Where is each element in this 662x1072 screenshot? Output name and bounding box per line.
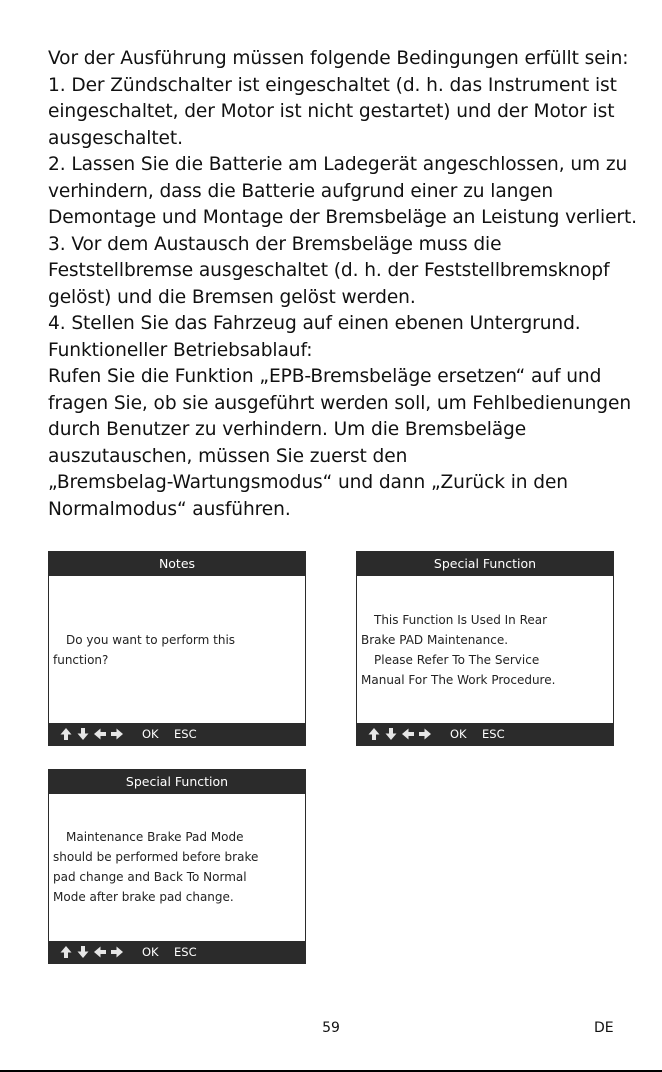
text-line: auszutauschen, müssen Sie zuerst den bbox=[48, 445, 408, 467]
text-line: Demontage und Montage der Bremsbeläge an Leistung verliert. bbox=[48, 207, 637, 228]
screen-message bbox=[53, 827, 301, 907]
text-line: Funktioneller Betriebsablauf: bbox=[48, 339, 313, 361]
arrow-up-icon[interactable] bbox=[367, 727, 381, 741]
text-line: 2. Lassen Sie die Batterie am Ladegerät angeschlossen, um zu bbox=[48, 154, 628, 175]
device-screen-special-function-info bbox=[356, 551, 614, 746]
message-line: Manual For The Work Procedure. bbox=[361, 673, 556, 687]
arrow-right-icon[interactable] bbox=[110, 727, 124, 741]
screen-message bbox=[361, 610, 609, 690]
arrow-left-icon[interactable] bbox=[93, 727, 107, 741]
text-line: Feststellbremse ausgeschaltet (d. h. der Feststellbremsknopf bbox=[48, 260, 610, 281]
text-line: 4. Stellen Sie das Fahrzeug auf einen ebenen Untergrund. bbox=[48, 313, 581, 334]
text-line: „Bremsbelag-Wartungsmodus“ und dann „Zurück in den bbox=[48, 472, 568, 493]
ok-button[interactable]: OK bbox=[142, 727, 159, 741]
message-line: Do you want to perform this bbox=[66, 633, 236, 647]
esc-button[interactable]: ESC bbox=[174, 945, 197, 959]
arrow-keys bbox=[59, 945, 124, 959]
text-line: gelöst) und die Bremsen gelöst werden. bbox=[48, 286, 416, 308]
esc-button[interactable]: ESC bbox=[482, 727, 505, 741]
message-line: Mode after brake pad change. bbox=[53, 890, 234, 904]
text-line: verhindern, dass die Batterie aufgrund einer zu langen bbox=[48, 180, 554, 202]
message-line: function? bbox=[53, 653, 109, 667]
message-line: Brake PAD Maintenance. bbox=[361, 633, 509, 647]
instructions-text bbox=[48, 46, 637, 523]
screen-button-bar bbox=[357, 723, 613, 745]
text-line: 1. Der Zündschalter ist eingeschaltet (d. h. das Instrument ist bbox=[48, 74, 617, 96]
message-line: This Function Is Used In Rear bbox=[374, 613, 548, 627]
text-line: 3. Vor dem Austausch der Bremsbeläge muss die bbox=[48, 233, 502, 255]
screen-button-bar bbox=[49, 941, 305, 963]
arrow-down-icon[interactable] bbox=[76, 727, 90, 741]
arrow-right-icon[interactable] bbox=[418, 727, 432, 741]
arrow-left-icon[interactable] bbox=[93, 945, 107, 959]
text-line: Rufen Sie die Funktion „EPB-Bremsbeläge ersetzen“ auf und bbox=[48, 366, 602, 387]
arrow-keys bbox=[59, 727, 124, 741]
message-line: Please Refer To The Service bbox=[374, 653, 540, 667]
device-screen-notes bbox=[48, 551, 306, 746]
ok-button[interactable]: OK bbox=[142, 945, 159, 959]
arrow-up-icon[interactable] bbox=[59, 945, 73, 959]
arrow-right-icon[interactable] bbox=[110, 945, 124, 959]
text-line: fragen Sie, ob sie ausgeführt werden soll, um Fehlbedienungen bbox=[48, 392, 632, 414]
device-screen-special-function-mode bbox=[48, 769, 306, 964]
text-line: Normalmodus“ ausführen. bbox=[48, 498, 291, 520]
ok-button[interactable]: OK bbox=[450, 727, 467, 741]
esc-button[interactable]: ESC bbox=[174, 727, 197, 741]
screen-title: Special Function bbox=[49, 770, 305, 794]
text-line: durch Benutzer zu verhindern. Um die Bremsbeläge bbox=[48, 419, 527, 440]
arrow-up-icon[interactable] bbox=[59, 727, 73, 741]
arrow-down-icon[interactable] bbox=[76, 945, 90, 959]
message-line: Maintenance Brake Pad Mode bbox=[66, 830, 244, 844]
screen-button-bar bbox=[49, 723, 305, 745]
message-line: should be performed before brake bbox=[53, 850, 259, 864]
screen-title: Special Function bbox=[357, 552, 613, 576]
arrow-left-icon[interactable] bbox=[401, 727, 415, 741]
screen-message bbox=[53, 630, 301, 670]
arrow-keys bbox=[367, 727, 432, 741]
language-code: DE bbox=[594, 1020, 614, 1036]
arrow-down-icon[interactable] bbox=[384, 727, 398, 741]
text-line: eingeschaltet, der Motor ist nicht gestartet) und der Motor ist bbox=[48, 101, 615, 122]
text-line: Vor der Ausführung müssen folgende Bedingungen erfüllt sein: bbox=[48, 48, 629, 69]
message-line: pad change and Back To Normal bbox=[53, 870, 247, 884]
screen-title: Notes bbox=[49, 552, 305, 576]
page-number: 59 bbox=[322, 1020, 340, 1036]
text-line: ausgeschaltet. bbox=[48, 127, 183, 149]
